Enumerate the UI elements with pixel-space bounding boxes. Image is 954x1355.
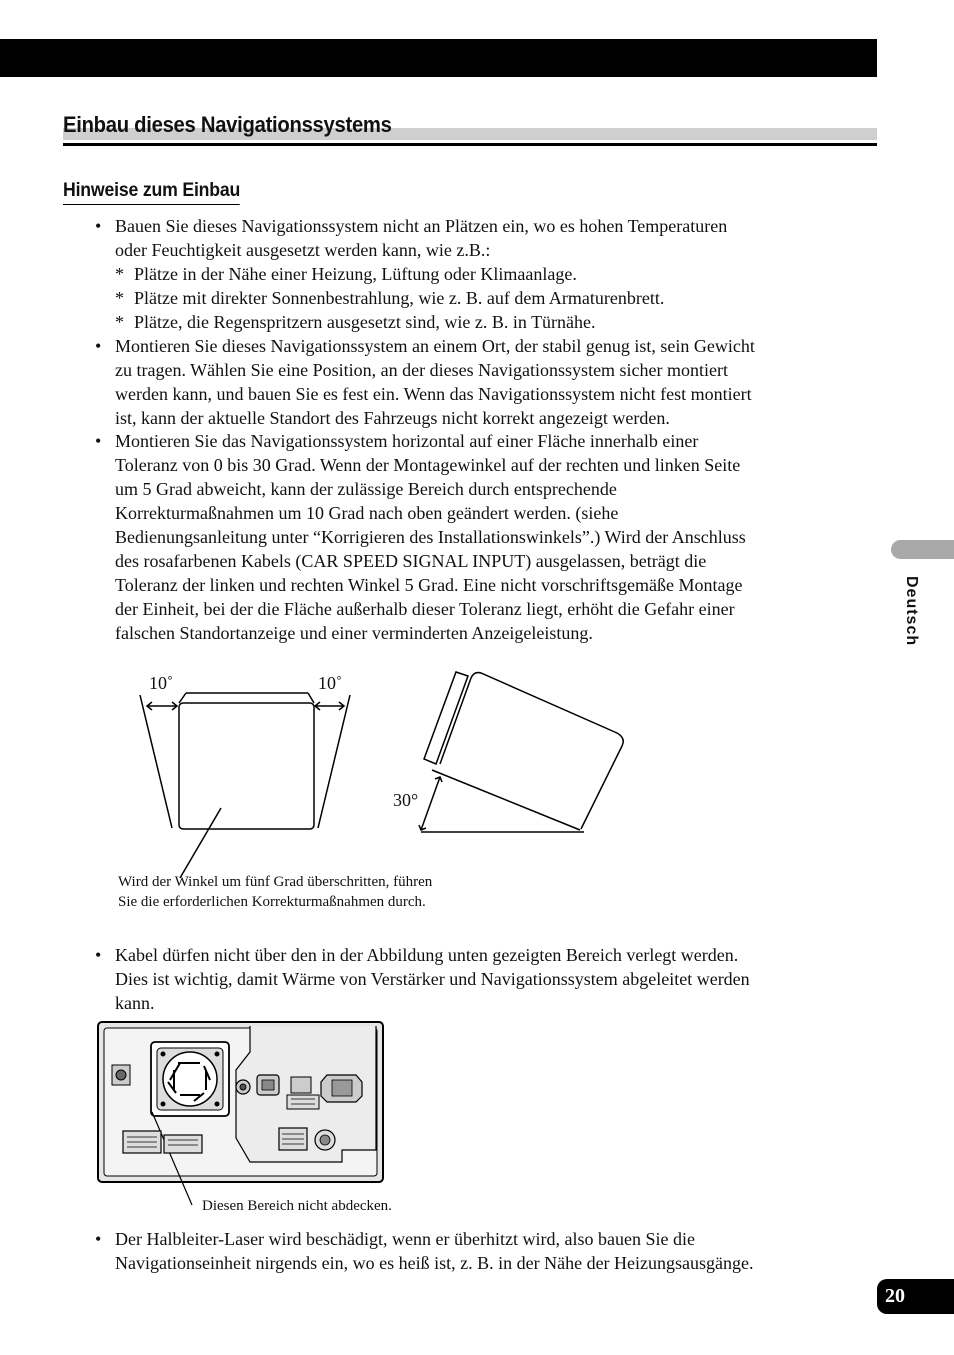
bullet-line: Montieren Sie dieses Navigationssystem an einem Ort, der stabil genug ist, sein Gewicht — [115, 336, 755, 356]
left-angle-label: 10˚ — [149, 673, 173, 693]
bullet-marker: • — [95, 1229, 102, 1249]
bullet-line: Navigationseinheit nirgends ein, wo es heiß ist, z. B. in der Nähe der Heizungsausgänge. — [115, 1253, 754, 1273]
bullet-line: des rosafarbenen Kabels (CAR SPEED SIGNAL INPUT) ausgelassen, beträgt die — [115, 551, 707, 571]
bullet-line: ist, kann der aktuelle Standort des Fahrzeugs nicht korrekt angezeigt werden. — [115, 408, 670, 428]
page-number: 20 — [877, 1279, 954, 1314]
subitem-marker: * — [115, 312, 124, 332]
rear-panel-caption: Diesen Bereich nicht abdecken. — [202, 1198, 392, 1214]
bullet-line: Toleranz der linken und rechten Winkel 5 Grad. Eine nicht vorschriftsgemäße Montage — [115, 575, 743, 595]
caption-line: Wird der Winkel um fünf Grad überschritten, führen — [118, 874, 433, 890]
wide-port — [287, 1095, 319, 1109]
bullet-line: Bauen Sie dieses Navigationssystem nicht an Plätzen ein, wo es hohen Temperaturen — [115, 216, 728, 236]
bullet-line: Der Halbleiter-Laser wird beschädigt, wenn er überhitzt wird, also bauen Sie die — [115, 1229, 695, 1249]
language-tab-marker — [891, 540, 954, 559]
tilt-angle-label: 30° — [393, 790, 419, 810]
bullet-line: um 5 Grad abweicht, kann der zulässige Bereich durch entsprechende — [115, 479, 617, 499]
bullet-line: Toleranz von 0 bis 30 Grad. Wenn der Montagewinkel auf der rechten und linken Seite — [115, 455, 741, 475]
caption-line: Sie die erforderlichen Korrekturmaßnahmen durch. — [118, 894, 426, 910]
subitem-marker: * — [115, 288, 124, 308]
bullet-line: falschen Standortanzeige und einer verminderten Anzeigeleistung. — [115, 623, 593, 643]
bullet-line: Montieren Sie das Navigationssystem horizontal auf einer Fläche innerhalb einer — [115, 431, 699, 451]
bullet-line: kann. — [115, 993, 155, 1013]
bullet-line: oder Feuchtigkeit ausgesetzt werden kann, wie z.B.: — [115, 240, 491, 260]
subitem-text: Plätze mit direkter Sonnenbestrahlung, wie z. B. auf dem Armaturenbrett. — [134, 288, 665, 308]
bullet-line: der Einheit, bei der die Fläche außerhalb dieser Toleranz liegt, erhöht die Gefahr einer — [115, 599, 735, 619]
section-title: Einbau dieses Navigationssystems — [63, 112, 392, 137]
subheading: Hinweise zum Einbau — [63, 180, 240, 205]
bullet-line: Dies ist wichtig, damit Wärme von Verstärker und Navigationssystem abgeleitet werden — [115, 969, 750, 989]
subitem-text: Plätze, die Regenspritzern ausgesetzt sind, wie z. B. in Türnähe. — [134, 312, 596, 332]
bullet-marker: • — [95, 945, 102, 965]
rca-connector-block — [164, 1135, 202, 1153]
bullet-marker: • — [95, 336, 102, 356]
bullet-marker: • — [95, 431, 102, 451]
language-tab-label: Deutsch — [903, 576, 920, 647]
bullet-line: werden kann, und bauen Sie es fest ein. Wenn das Navigationssystem nicht fest montiert — [115, 384, 752, 404]
bullet-line: Bedienungsanleitung unter “Korrigieren des Installationswinkels”.) Wird der Anschluss — [115, 527, 746, 547]
bullet-marker: • — [95, 216, 102, 236]
small-port — [291, 1077, 311, 1093]
bullet-line: zu tragen. Wählen Sie eine Position, an der dieses Navigationssystem sicher montiert — [115, 360, 729, 380]
bullet-line: Korrekturmaßnahmen um 10 Grad nach oben geändert werden. (siehe — [115, 503, 619, 523]
subitem-text: Plätze in der Nähe einer Heizung, Lüftung oder Klimaanlage. — [134, 264, 577, 284]
subitem-marker: * — [115, 264, 124, 284]
bullet-line: Kabel dürfen nicht über den in der Abbildung unten gezeigten Bereich verlegt werden. — [115, 945, 739, 965]
bullet-laser — [95, 1227, 855, 1275]
right-angle-label: 10˚ — [318, 673, 342, 693]
